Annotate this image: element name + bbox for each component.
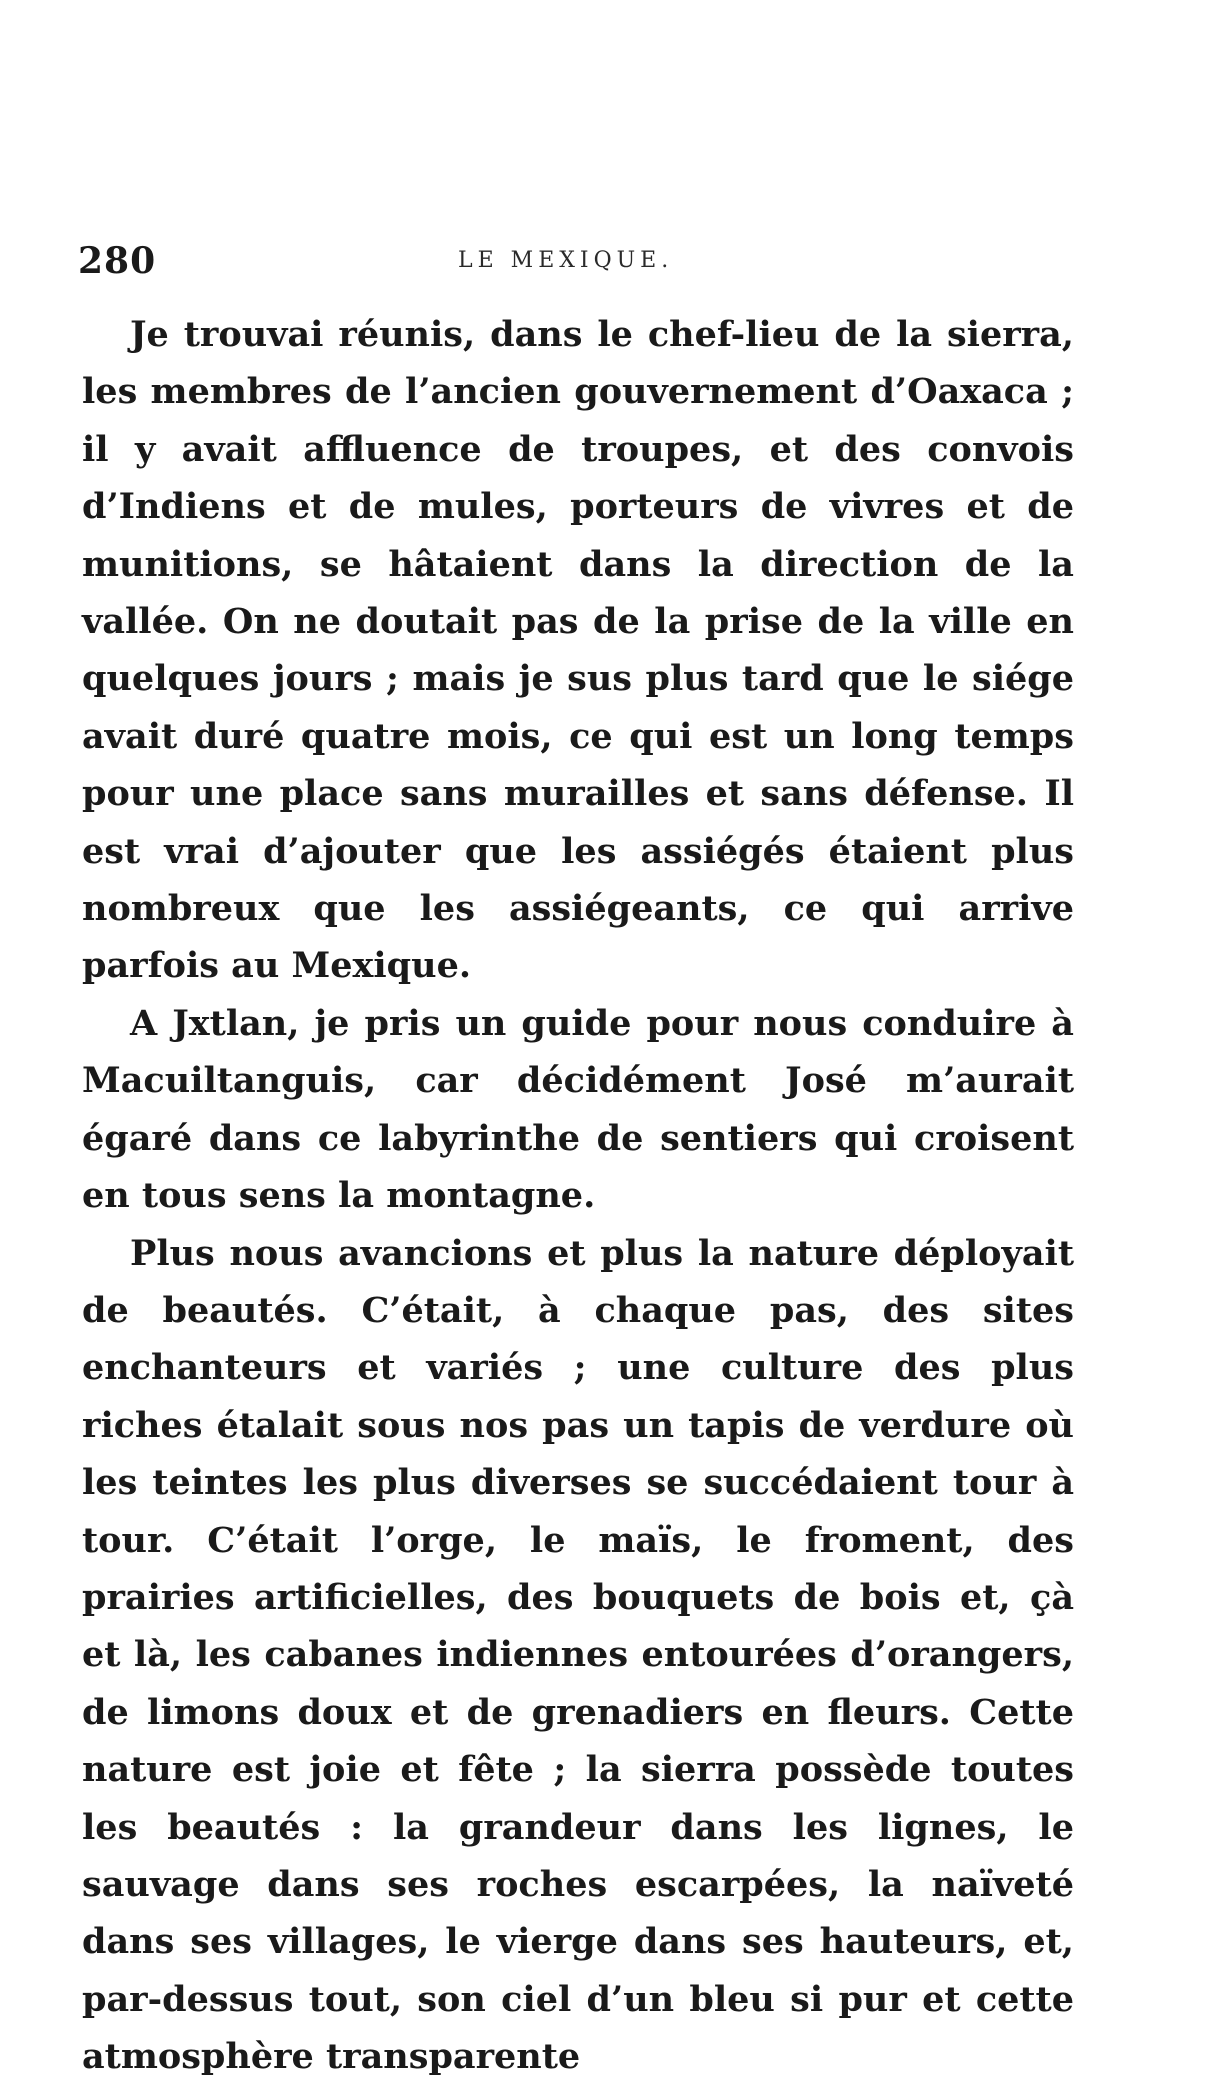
body-text — [82, 306, 1074, 2086]
page-header — [78, 240, 1078, 290]
paragraph: Je trouvai réunis, dans le chef-lieu de la sierra, les membres de l’ancien gouvernement d’Oaxaca ; il y avait affluence de troupes, et des convois d’Indiens et de mules, porteurs de vivres et de munitions, se hâtaient dans la direction de la vallée. On ne doutait pas de la prise de la ville en quelques jours ; mais je sus plus tard que le siége avait duré quatre mois, ce qui est un long temps pour une place sans murailles et sans défense. Il est vrai d’ajouter que les assiégés étaient plus nombreux que les assiégeants, ce qui arrive parfois au Mexique. — [82, 314, 1074, 987]
page-number: 280 — [78, 240, 157, 282]
running-head: LE MEXIQUE. — [458, 248, 674, 273]
paragraph: A Jxtlan, je pris un guide pour nous conduire à Macuiltanguis, car décidément José m’aurait égaré dans ce labyrinthe de sentiers qui croisent en tous sens la montagne. — [82, 1002, 1074, 1217]
paragraph: Plus nous avancions et plus la nature déployait de beautés. C’était, à chaque pas, des sites enchanteurs et variés ; une culture des plus riches étalait sous nos pas un tapis de verdure où les teintes les plus diverses se succédaient tour à tour. C’était l’orge, le maïs, le froment, des prairies artificielles, des bouquets de bois et, çà et là, les cabanes indiennes entourées d’orangers, de limons doux et de grenadiers en fleurs. Cette nature est joie et fête ; la sierra possède toutes les beautés : la grandeur dans les lignes, le sauvage dans ses roches escarpées, la naïveté dans ses villages, le vierge dans ses hauteurs, et, par-dessus tout, son ciel d’un bleu si pur et cette atmosphère transparente — [82, 1232, 1074, 2078]
